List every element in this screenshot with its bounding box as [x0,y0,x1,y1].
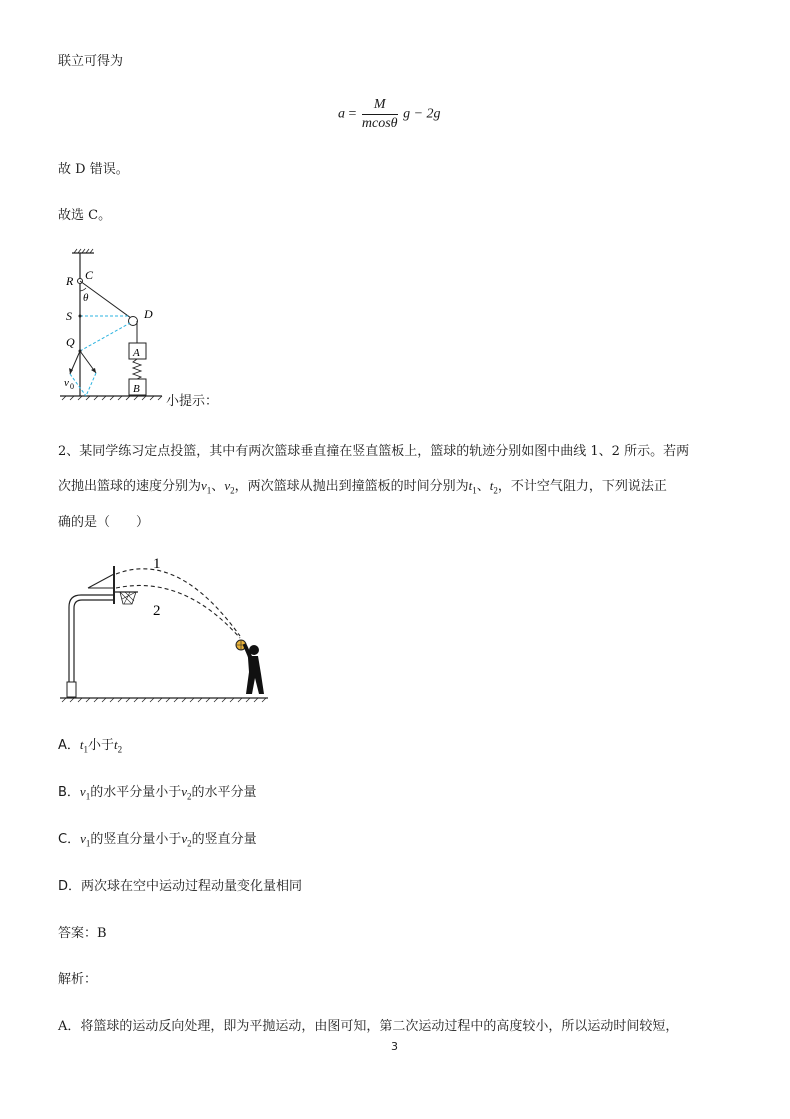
label-S: S [66,309,72,323]
label-v0-sub: 0 [70,382,74,391]
option-label: D． [58,879,82,894]
option-text: 的水平分量小于 [90,785,182,800]
var-v2: $v_2$ [181,831,192,849]
var-t2: $t_2$ [114,737,123,755]
question-number: 2、 [58,444,80,459]
question-line-1 [58,440,689,459]
option-text: 小于 [88,738,115,753]
option-text: 的水平分量 [191,785,257,800]
option-text: 两次球在空中运动过程动量变化量相同 [81,879,303,894]
question-text: 、 [476,479,490,494]
answer: 答案：B [58,926,107,941]
formula-numerator: M [362,97,398,115]
label-D: D [144,307,153,321]
question-line-3: 确的是（ ） [58,515,150,530]
label-Q: Q [66,335,75,349]
label-curve-2: 2 [153,603,161,619]
analysis-title: 解析： [58,972,98,987]
option-d [58,875,302,894]
option-text: 的竖直分量 [191,832,257,847]
option-b [58,781,257,802]
page-number: 3 [391,1040,398,1053]
formula-lhs: a [338,106,345,122]
pulley-spring-figure [58,248,168,408]
question-text: ，不计空气阻力，下列说法正 [497,479,667,494]
text-line: 联立可得为 [58,54,124,69]
var-v1: $v_1$ [80,831,91,849]
question-text: ，两次篮球从抛出到撞篮板的时间分别为 [234,479,469,494]
formula [338,97,441,132]
var-v2: $v_2$ [224,478,235,496]
label-v0: v [64,377,69,389]
question-text: 次抛出篮球的速度分别为 [58,479,202,494]
var-t1: $t_1$ [468,478,477,496]
option-label: B． [58,785,80,800]
question-text: 某同学练习定点投篮，其中有两次篮球垂直撞在竖直篮板上，篮球的轨迹分别如图中曲线 1、2 所示。若两 [79,444,690,459]
question-text: 、 [211,479,225,494]
text-line: 故 D 错误。 [58,162,129,177]
analysis-a: A．将篮球的运动反向处理，即为平抛运动，由图可知，第二次运动过程中的高度较小，所以运动时间较短， [58,1019,679,1034]
hint-text: 小提示： [166,394,219,409]
basketball-figure [58,552,273,704]
var-v1: $v_1$ [201,478,212,496]
var-v2: $v_2$ [181,784,192,802]
formula-denominator: mcosθ [361,116,398,131]
question-line-2 [58,475,667,496]
label-A: A [133,347,140,359]
var-t2: $t_2$ [489,478,498,496]
option-a [58,734,122,755]
label-C: C [85,268,94,282]
text-line: 故选 C。 [58,208,112,223]
option-c [58,828,257,849]
label-curve-1: 1 [153,556,161,572]
option-label: A． [58,738,80,753]
label-B: B [133,383,140,395]
label-theta: θ [83,292,89,304]
formula-fraction [362,97,398,132]
var-t1: $t_1$ [79,737,89,755]
option-label: C． [58,832,81,847]
label-R: R [66,274,74,288]
formula-eq: = [348,106,357,122]
option-text: 的竖直分量小于 [90,832,182,847]
formula-tail: g − 2g [403,106,441,122]
var-v1: $v_1$ [79,784,91,802]
